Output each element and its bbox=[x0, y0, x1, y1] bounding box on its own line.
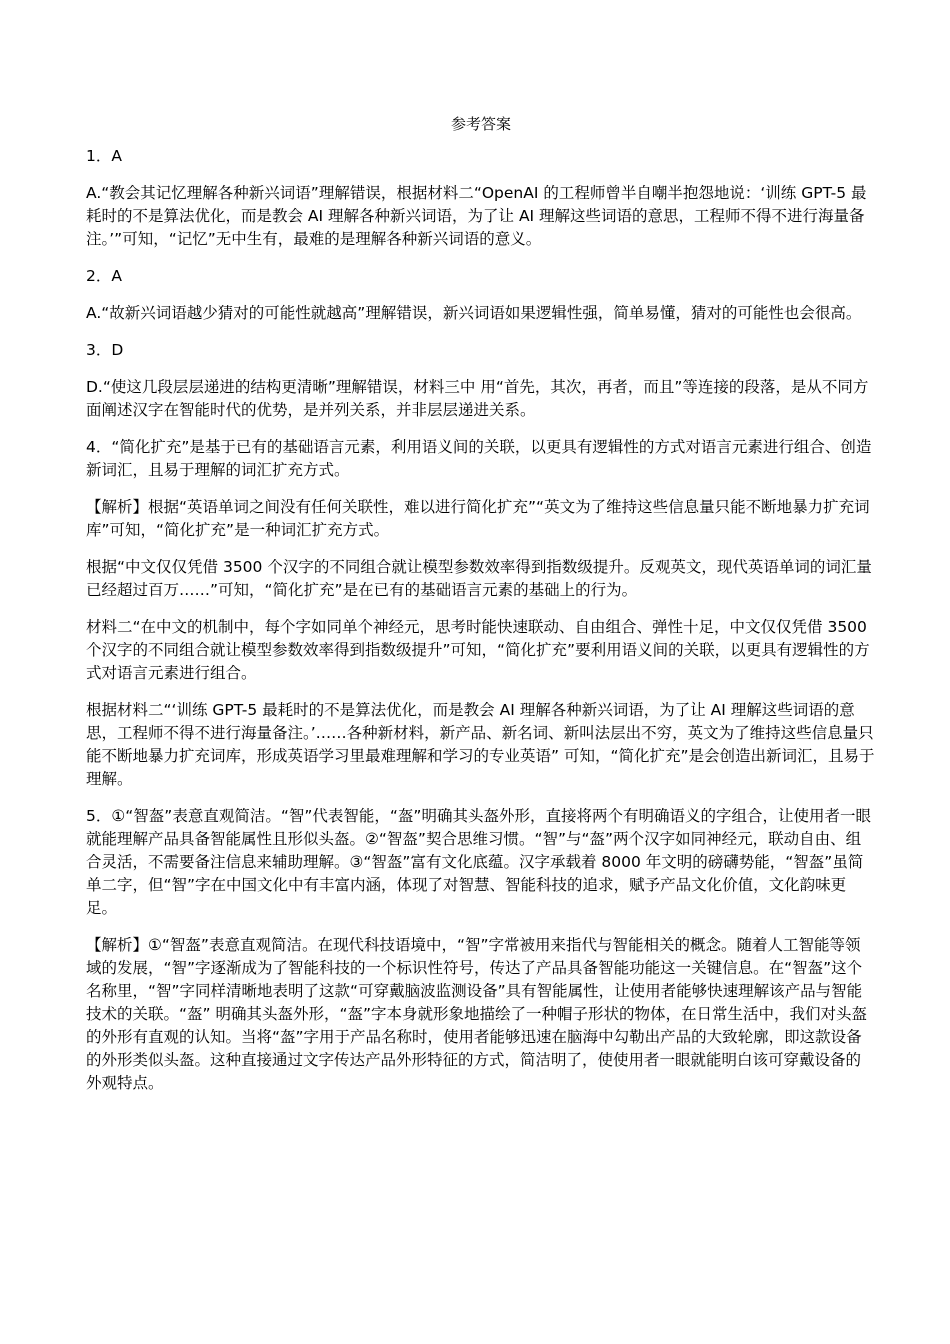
q4-explanation-4: 根据材料二“‘训练 GPT-5 最耗时的不是算法优化，而是教会 AI 理解各种新兴词语，为了让 AI 理解这些词语的意思，工程师不得不进行海量备注。’……各种新材料，新产品、新名词、新叫法层出不穷，英文为了维持这些信息量只能不断地暴力扩充词库，形成英语学习里最难理解和学习的专业英语” 可知，“简化扩充”是会创造出新词汇，且易于理解。 bbox=[86, 701, 875, 788]
q4-answer: 4．“简化扩充”是基于已有的基础语言元素，利用语义间的关联，以更具有逻辑性的方式对语言元素进行组合、创造新词汇，且易于理解的词汇扩充方式。 bbox=[86, 438, 872, 479]
q5-explanation: 【解析】①“智盔”表意直观简洁。在现代科技语境中，“智”字常被用来指代与智能相关的概念。随着人工智能等领域的发展，“智”字逐渐成为了智能科技的一个标识性符号，传达了产品具备智能功能这一关键信息。在“智盔”这个名称里，“智”字同样清晰地表明了这款“可穿戴脑波监测设备”具有智能属性，让使用者能够快速理解该产品与智能技术的关联。“盔” 明确其头盔外形，“盔”字本身就形象地描绘了一种帽子形状的物体，在日常生活中，我们对头盔的外形有直观的认知。当将“盔”字用于产品名称时，使用者能够迅速在脑海中勾勒出产品的大致轮廓，即这款设备的外形类似头盔。这种直接通过文字传达产品外形特征的方式，简洁明了，使使用者一眼就能明白该可穿戴设备的外观特点。 bbox=[86, 936, 868, 1092]
q4-explanation-1: 【解析】根据“英语单词之间没有任何关联性，难以进行简化扩充”“英文为了维持这些信息量只能不断地暴力扩充词库”可知，“简化扩充”是一种词汇扩充方式。 bbox=[86, 498, 870, 539]
q1-explanation: A.“教会其记忆理解各种新兴词语”理解错误，根据材料二“OpenAI 的工程师曾半自嘲半抱怨地说：‘训练 GPT-5 最耗时的不是算法优化，而是教会 AI 理解各种新兴词语，为了让 AI 理解这些词语的意思，工程师不得不进行海量备注。’”可知，“记忆”无中生有，最难的是理解各种新兴词语的意义。 bbox=[86, 184, 867, 248]
answer-page bbox=[86, 112, 876, 1109]
q3-explanation: D.“使这几段层层递进的结构更清晰”理解错误，材料三中 用“首先，其次，再者，而且”等连接的段落，是从不同方面阐述汉字在智能时代的优势，是并列关系，并非层层递进关系。 bbox=[86, 378, 869, 419]
page-title: 参考答案 bbox=[450, 115, 511, 133]
q4-explanation-2: 根据“中文仅仅凭借 3500 个汉字的不同组合就让模型参数效率得到指数级提升。反观英文，现代英语单词的词汇量已经超过百万……”可知，“简化扩充”是在已有的基础语言元素的基础上的行为。 bbox=[86, 558, 872, 599]
q2-answer: 2．A bbox=[86, 267, 122, 285]
q2-explanation: A.“故新兴词语越少猜对的可能性就越高”理解错误，新兴词语如果逻辑性强，简单易懂，猜对的可能性也会很高。 bbox=[86, 304, 862, 322]
q3-answer: 3．D bbox=[86, 341, 124, 359]
q1-answer: 1．A bbox=[86, 147, 122, 165]
q5-answer: 5．①“智盔”表意直观简洁。“智”代表智能，“盔”明确其头盔外形，直接将两个有明确语义的字组合，让使用者一眼就能理解产品具备智能属性且形似头盔。②“智盔”契合思维习惯。“智”与“盔”两个汉字如同神经元，联动自由、组合灵活，不需要备注信息来辅助理解。③“智盔”富有文化底蕴。汉字承载着 8000 年文明的磅礴势能，“智盔”虽简单二字，但“智”字在中国文化中有丰富内涵，体现了对智慧、智能科技的追求，赋予产品文化价值，文化韵味更足。 bbox=[86, 807, 871, 917]
q4-explanation-3: 材料二“在中文的机制中，每个字如同单个神经元，思考时能快速联动、自由组合、弹性十足，中文仅仅凭借 3500 个汉字的不同组合就让模型参数效率得到指数级提升”可知，“简化扩充”要利用语义间的关联，以更具有逻辑性的方式对语言元素进行组合。 bbox=[86, 618, 870, 682]
